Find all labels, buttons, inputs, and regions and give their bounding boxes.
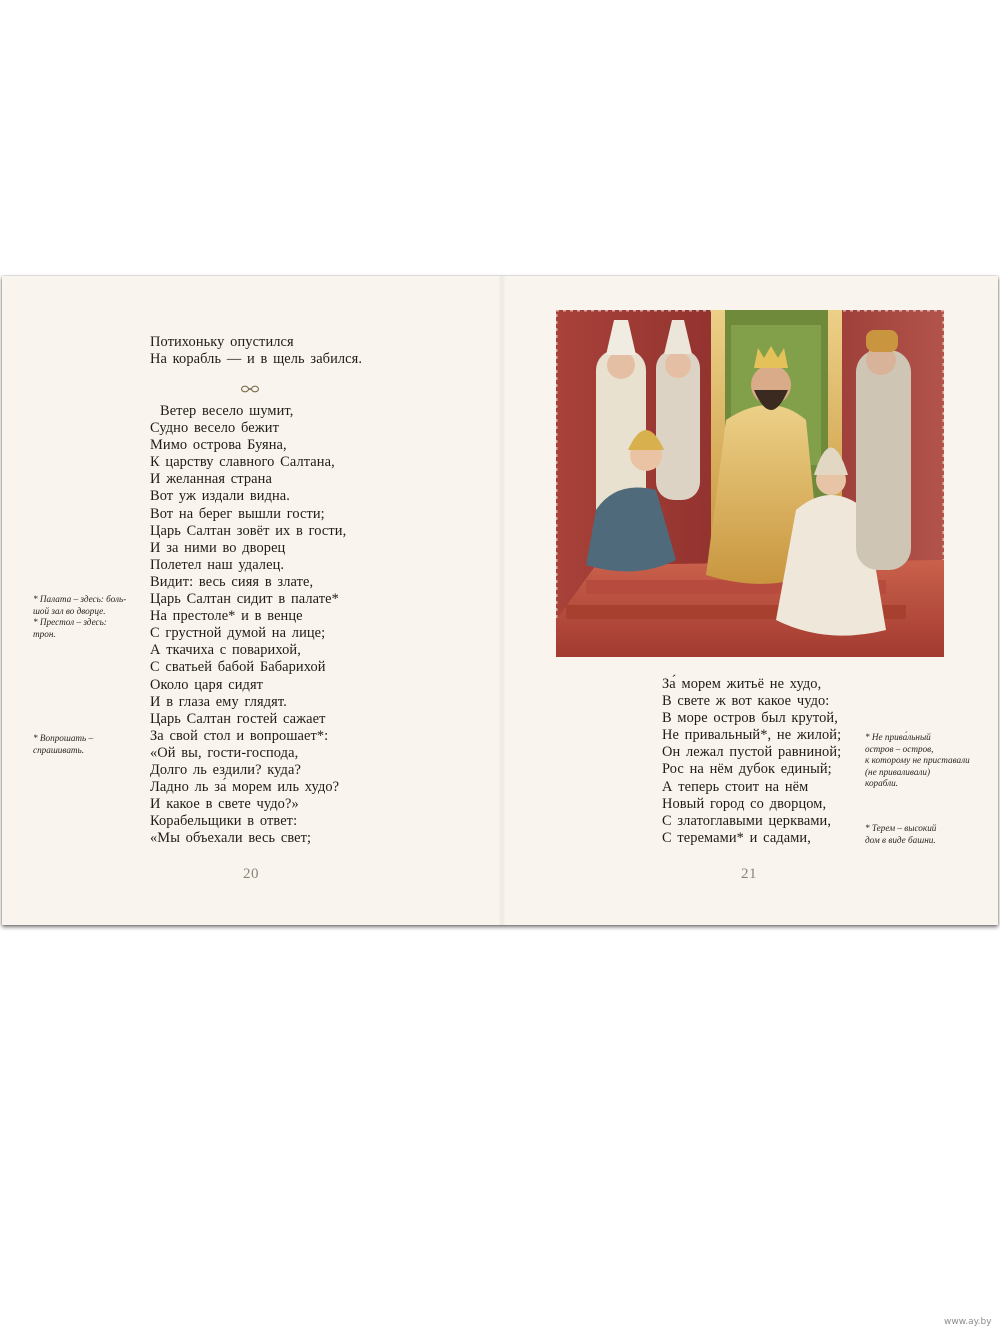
- footnote-privalny: [865, 732, 970, 790]
- verse-line: Около царя сидят: [150, 676, 264, 693]
- verse-line: Потихоньку опустился: [150, 334, 294, 350]
- verse-line: Судно весело бежит: [150, 420, 279, 437]
- illustration-throne-room: [556, 310, 944, 657]
- page-number-left: 20: [243, 866, 259, 882]
- footnote-line: (не приваливали): [865, 766, 931, 777]
- verse-line: Вот уж издали видна.: [150, 488, 290, 505]
- verse-line: А ткачиха с поварихой,: [150, 642, 301, 659]
- footnote-line: * Вопрошать –: [33, 733, 94, 743]
- footnote-line: трон.: [33, 628, 56, 639]
- verse-right: [662, 676, 841, 847]
- verse-line: И желанная страна: [150, 471, 272, 488]
- footnote-prestol: [33, 617, 107, 640]
- book-spread: [2, 276, 998, 925]
- verse-line: Вот на берег вышли гости;: [150, 505, 325, 522]
- verse-line: Новый город со дворцом,: [662, 795, 827, 812]
- footnote-line: * Палата – здесь: боль-: [33, 594, 127, 604]
- verse-line: Не привальный*, не жилой;: [662, 727, 842, 744]
- verse-line: В свете ж вот какое чудо:: [662, 693, 830, 710]
- footnote-line: корабли.: [865, 778, 899, 789]
- verse-line: «Ой вы, гости-господа,: [150, 744, 299, 761]
- verse-line: На корабль — и в щель забился.: [150, 351, 363, 368]
- watermark: www.ay.by: [944, 1317, 992, 1327]
- verse-left-main: [150, 403, 346, 847]
- verse-line: За свой стол и вопрошает*:: [150, 727, 329, 744]
- illustration-painting: [556, 310, 944, 657]
- verse-line: На престоле* и в венце: [150, 608, 303, 625]
- verse-line: Полетел наш удалец.: [150, 556, 285, 573]
- verse-line: А теперь стоит на нём: [662, 778, 809, 795]
- verse-line: «Мы объехали весь свет;: [150, 830, 312, 847]
- verse-line: Видит: весь сияя в злате,: [150, 573, 314, 590]
- footnote-line: * Не прива́льный: [865, 732, 931, 742]
- verse-line: Царь Салтан гостей сажает: [150, 710, 326, 727]
- verse-line: Он лежал пустой равниной;: [662, 744, 842, 761]
- footnote-line: дом в виде башни.: [865, 834, 936, 845]
- verse-line: Царь Салтан зовёт их в гости,: [150, 522, 347, 539]
- verse-left-top: [150, 334, 362, 368]
- footnote-line: * Престол – здесь:: [33, 617, 107, 627]
- verse-line: И какое в свете чудо?»: [150, 796, 299, 813]
- verse-line: В море остров был крутой,: [662, 710, 838, 727]
- verse-line: И за ними во дворец: [150, 539, 286, 556]
- verse-line: С грустной думой на лице;: [150, 625, 326, 642]
- verse-line: Ладно ль за́ морем иль худо?: [150, 779, 340, 796]
- footnote-terem: [865, 823, 936, 846]
- verse-line: И в глаза ему глядят.: [150, 693, 287, 710]
- verse-line: Долго ль ездили? куда?: [150, 761, 301, 778]
- footnote-line: к которому не приставали: [865, 755, 970, 766]
- footnote-palata: [33, 594, 126, 617]
- verse-line: С златоглавыми церквами,: [662, 812, 832, 829]
- verse-line: С теремами* и садами,: [662, 829, 811, 846]
- footnote-line: спрашивать.: [33, 744, 85, 755]
- verse-line: С сватьей бабой Бабарихой: [150, 659, 326, 676]
- verse-line: К царству славного Салтана,: [150, 454, 335, 471]
- verse-line: Корабельщики в ответ:: [150, 813, 298, 830]
- footnote-voproshat: [33, 733, 93, 756]
- footnote-line: шой зал во дворце.: [33, 605, 106, 616]
- verse-line: Ветер весело шумит,: [160, 403, 294, 419]
- ornament-icon: [240, 384, 260, 394]
- verse-line: За́ морем житьё не худо,: [662, 676, 822, 692]
- footnote-line: остров – остров,: [865, 743, 934, 754]
- page-number-right: 21: [741, 866, 757, 882]
- verse-line: Царь Салтан сидит в палате*: [150, 591, 339, 608]
- verse-line: Рос на нём дубок единый;: [662, 761, 832, 778]
- footnote-line: * Терем – высокий: [865, 823, 937, 833]
- verse-line: Мимо острова Буяна,: [150, 437, 287, 454]
